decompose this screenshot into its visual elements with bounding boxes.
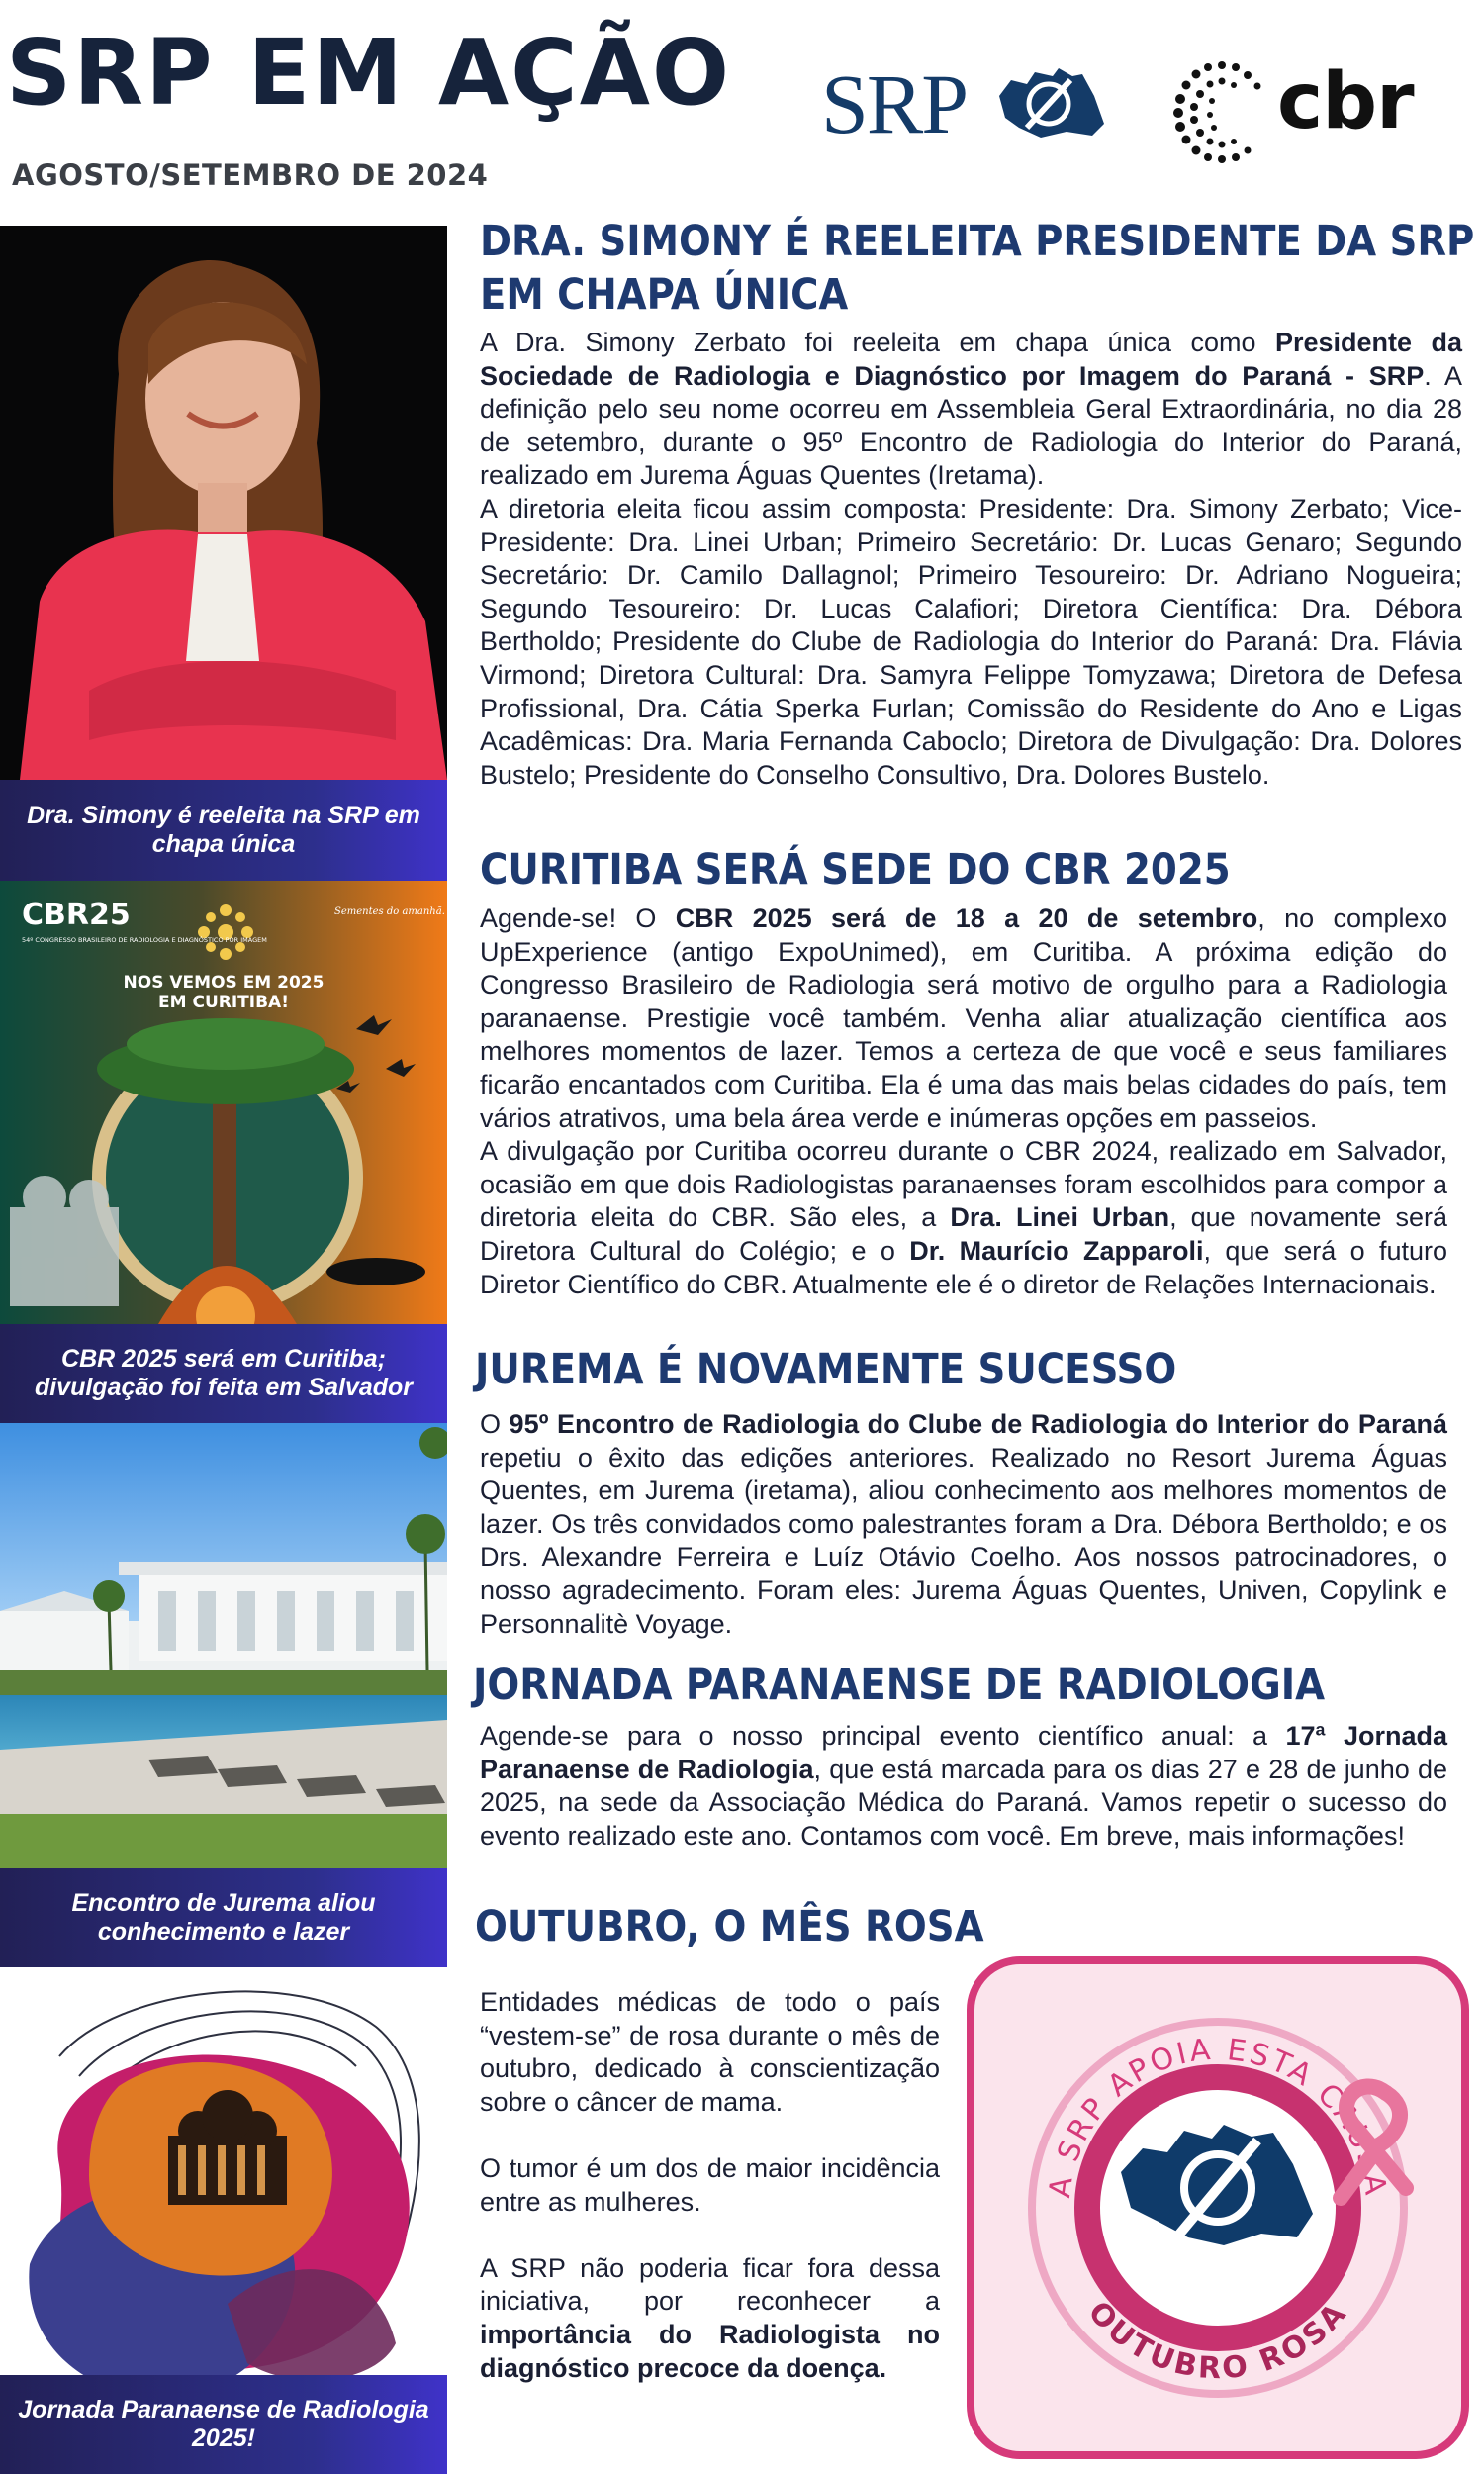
- rosa-paragraph-1: Entidades médicas de todo o país “vestem-se” de rosa durante o mês de outubro, dedicado à conscientização sobre o câncer de mama.: [480, 1987, 940, 2117]
- rosa-spacer-1: [480, 2119, 940, 2152]
- jornada-artwork: [0, 1967, 447, 2405]
- portrait-photo: [0, 226, 447, 780]
- section-jornada-body: [480, 1720, 1447, 1853]
- photo-column: [0, 226, 447, 2474]
- section-simony-title-line1: DRA. SIMONY É REELEITA PRESIDENTE DA SRP: [480, 217, 1475, 266]
- section-jurema-body: [480, 1408, 1447, 1641]
- cbr-paragraph-1: Agende-se! O CBR 2025 será de 18 a 20 de setembro, no complexo UpExperience (antigo ExpoUnimed), em Curitiba. A próxima edição do Congresso Brasileiro de Radiologia será motivo de orgulho para a Radiologia paranaense. Prestigie você também. Venha aliar atualização científica aos melhores momentos de lazer. Temos a certeza de que você e seus familiares ficarão encantados com Curitiba. Ela é uma das mais belas cidades do país, tem vários atrativos, uma bela área verde e inúmeras opções em passeios.: [480, 904, 1447, 1133]
- caption-cbr2025: CBR 2025 será em Curitiba; divulgação foi feita em Salvador: [0, 1324, 447, 1423]
- srp-logo: [821, 54, 1108, 153]
- poster-brand-sub: 54º CONGRESSO BRASILEIRO DE RADIOLOGIA E DIAGNÓSTICO POR IMAGEM: [22, 936, 267, 944]
- outubro-rosa-badge: [965, 1954, 1471, 2461]
- section-rosa-title: OUTUBRO, O MÊS ROSA: [475, 1902, 984, 1951]
- cbr-logo: [1172, 57, 1459, 166]
- newsletter-date: AGOSTO/SETEMBRO DE 2024: [12, 158, 489, 192]
- jornada-paragraph-1: Agende-se para o nosso principal evento científico anual: a 17ª Jornada Paranaense de Radiologia, que está marcada para os dias 27 e 28 de junho de 2025, na sede da Associação Médica do Paraná. Vamos repetir o sucesso do evento realizado este ano. Contamos com você. Em breve, mais informações!: [480, 1721, 1447, 1851]
- section-simony-title-line2: EM CHAPA ÚNICA: [480, 270, 849, 320]
- cbr-dots-icon: [1172, 57, 1271, 166]
- poster-headline-2: EM CURITIBA!: [158, 993, 289, 1012]
- srp-logo-text: SRP: [821, 56, 968, 151]
- section-simony-title: [480, 215, 1474, 322]
- cbr-paragraph-2: A divulgação por Curitiba ocorreu durante o CBR 2024, realizado em Salvador, ocasião em que dois Radiologistas paranaenses foram escolhidos para compor a diretoria eleita do CBR. São eles, a Dra. Linei Urban, que novamente será Diretora Cultural do Colégio; e o Dr. Maurício Zapparoli, que será o futuro Diretor Científico do CBR. Atualmente ele é o diretor de Relações Internacionais.: [480, 1136, 1448, 1299]
- section-jornada-title: JORNADA PARANAENSE DE RADIOLOGIA: [473, 1661, 1326, 1710]
- caption-jurema: Encontro de Jurema aliou conhecimento e lazer: [0, 1868, 447, 1967]
- poster-slogan: Sementes do amanhã.: [334, 906, 445, 917]
- badge-top-text: A SRP APOIA ESTA CAUSA: [1043, 2032, 1393, 2200]
- cbr-logo-text: cbr: [1277, 57, 1414, 146]
- rosa-paragraph-2: O tumor é um dos de maior incidência entre as mulheres.: [480, 2152, 940, 2217]
- rosa-spacer-2: [480, 2219, 940, 2252]
- section-cbr-title: CURITIBA SERÁ SEDE DO CBR 2025: [480, 845, 1231, 895]
- section-jurema-title: JUREMA É NOVAMENTE SUCESSO: [475, 1345, 1177, 1394]
- simony-paragraph-1: A Dra. Simony Zerbato foi reeleita em chapa única como Presidente da Sociedade de Radiologia e Diagnóstico por Imagem do Paraná - SRP. A definição pelo seu nome ocorreu em Assembleia Geral Extraordinária, no dia 28 de setembro, durante o 95º Encontro de Radiologia do Interior do Paraná, realizado em Jurema Águas Quentes (Iretama).: [480, 328, 1462, 491]
- caption-jornada: Jornada Paranaense de Radiologia 2025!: [0, 2375, 447, 2474]
- newsletter-title: SRP EM AÇÃO: [6, 20, 732, 126]
- simony-paragraph-2: A diretoria eleita ficou assim composta: Presidente: Dra. Simony Zerbato; Vice-Presidente: Dra. Linei Urban; Primeiro Secretário: Dr. Lucas Genaro; Segundo Secretário: Dr. Camilo Dallagnol; Primeiro Tesoureiro: Dr. Adriano Nogueira; Segundo Tesoureiro: Dr. Lucas Calafiori; Diretora Científica: Dra. Débora Bertholdo; Presidente do Clube de Radiologia do Interior do Paraná: Dra. Flávia Virmond; Diretora Cultural: Dra. Samyra Felippe Tomyzawa; Diretora de Defesa Profissional, Dra. Cátia Sperka Furlan; Comissão do Residente do Ano e Ligas Acadêmicas: Dra. Maria Fernanda Caboclo; Diretora de Divulgação: Dra. Dolores Bustelo; Presidente do Conselho Consultivo, Dra. Dolores Bustelo.: [480, 493, 1462, 790]
- section-rosa-body: [480, 1986, 940, 2385]
- section-cbr-body: [480, 903, 1447, 1301]
- poster-brand: CBR25: [22, 898, 131, 932]
- rosa-paragraph-3: A SRP não poderia ficar fora dessa iniciativa, por reconhecer a importância do Radiologista no diagnóstico precoce da doença.: [480, 2252, 940, 2383]
- parana-map-icon: [997, 66, 1106, 141]
- badge-bottom-text: OUTUBRO ROSA: [1080, 2295, 1355, 2387]
- poster-headline-1: NOS VEMOS EM 2025: [123, 973, 325, 993]
- resort-photo: [0, 1423, 447, 1868]
- caption-simony: Dra. Simony é reeleita na SRP em chapa única: [0, 780, 447, 881]
- section-simony-body: [480, 327, 1462, 792]
- cbr2025-poster: [0, 881, 447, 1324]
- jurema-paragraph-1: O 95º Encontro de Radiologia do Clube de Radiologia do Interior do Paraná repetiu o êxito das edições anteriores. Realizado no Resort Jurema Águas Quentes, em Jurema (iretama), aliou conhecimento aos melhores momentos de lazer. Os três convidados como palestrantes foram a Dra. Débora Bertholdo; e os Drs. Alexandre Ferreira e Luíz Otávio Coelho. Aos nossos patrocinadores, o nosso agradecimento. Foram eles: Jurema Águas Quentes, Univen, Copylink e Personnalitè Voyage.: [480, 1409, 1447, 1639]
